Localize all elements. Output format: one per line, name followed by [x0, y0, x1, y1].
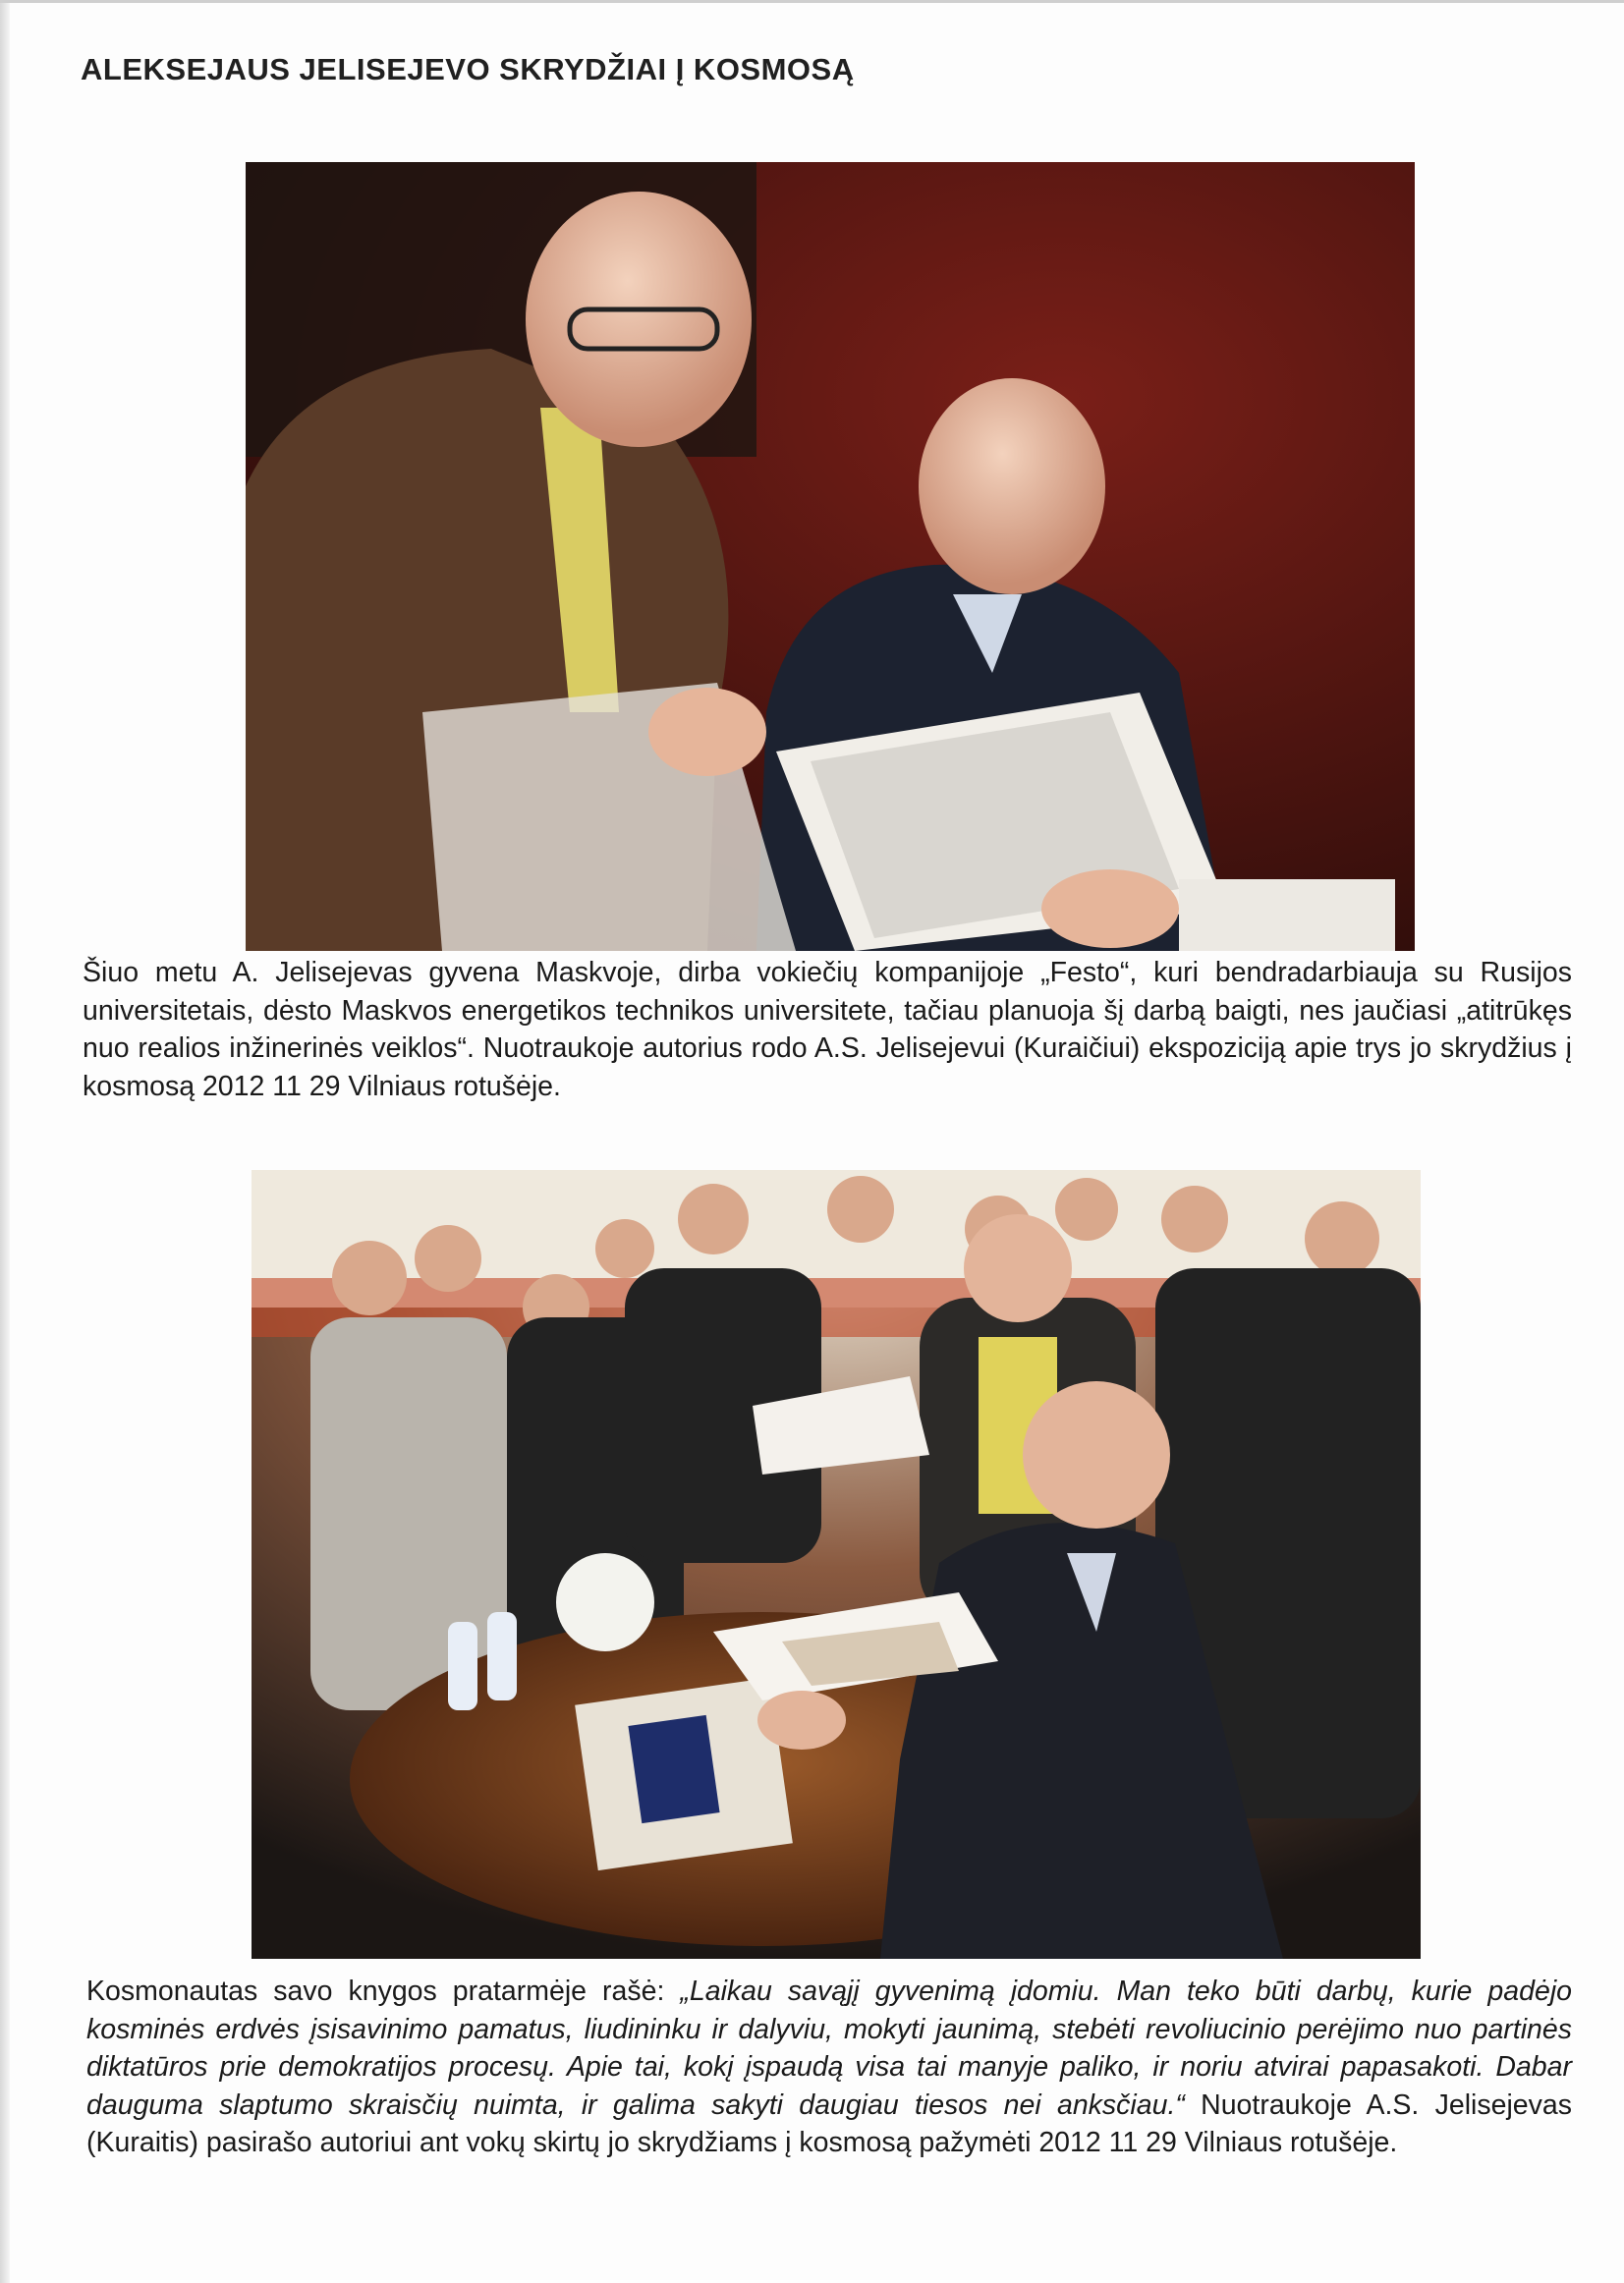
caption2-intro: Kosmonautas savo knygos pratarmėje rašė:: [86, 1976, 681, 2007]
photo-caption-2: [86, 1973, 1572, 2162]
caption2-quote: „Laikau savąjį gyvenimą įdomiu. Man teko būti darbų, kurie padėjo kosminės erdvės įsisavinimo pamatus, liudininku ir dalyviu, mokyti jaunimą, stebėti revoliucinio perėjimo nuo partinės diktatūros prie demokratijos procesų. Apie tai, kokį įspaudą visa tai manyje paliko, ir noriu atvirai papasakoti. Dabar dauguma slaptumo skraisčių nuimta, ir galima sakyti daugiau tiesos nei anksčiau.“: [86, 1976, 1572, 2121]
page-title: ALEKSEJAUS JELISEJEVO SKRYDŽIAI Į KOSMOSĄ: [81, 52, 855, 86]
scan-edge: [0, 3, 10, 2283]
photo-exposition: [246, 162, 1415, 951]
photo-caption-1: Šiuo metu A. Jelisejevas gyvena Maskvoje, dirba vokiečių kompanijoje „Festo“, kuri bendradarbiauja su Rusijos universitetais, dėsto Maskvos energetikos technikos universitete, tačiau planuoja šį darbą baigti, nes jaučiasi „atitrūkęs nuo realios inžinerinės veiklos“. Nuotraukoje autorius rodo A.S. Jelisejevui (Kuraičiui) ekspoziciją apie trys jo skrydžius į kosmosą 2012 11 29 Vilniaus rotušėje.: [83, 957, 1572, 1102]
caption2-outro: Nuotraukoje A.S. Jelisejevas (Kuraitis) pasirašo autoriui ant vokų skirtų jo skrydžiams į kosmosą pažymėti 2012 11 29 Vilniaus rotušėje.: [86, 2088, 1572, 2158]
photo-signing: [252, 1170, 1421, 1959]
